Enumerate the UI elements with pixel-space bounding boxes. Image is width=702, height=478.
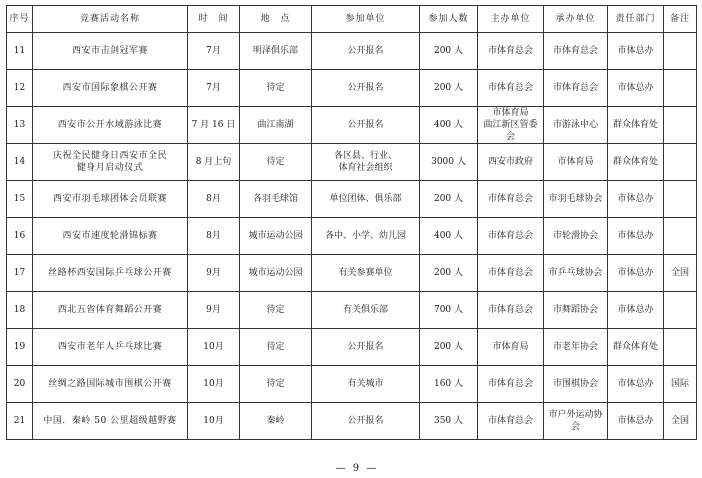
cell-department: 市体总办 bbox=[608, 33, 664, 70]
cell-location: 城市运动公园 bbox=[240, 218, 312, 255]
cell-time: 10月 bbox=[188, 329, 240, 366]
cell-host: 市体育总会 bbox=[478, 218, 544, 255]
table-row bbox=[7, 329, 697, 366]
table-header-row bbox=[7, 6, 697, 33]
cell-time: 8 月上旬 bbox=[188, 144, 240, 181]
cell-department: 市体总办 bbox=[608, 403, 664, 440]
table-body bbox=[7, 33, 697, 440]
cell-location: 城市运动公园 bbox=[240, 255, 312, 292]
cell-time: 9月 bbox=[188, 292, 240, 329]
cell-time: 7月 bbox=[188, 70, 240, 107]
cell-index: 20 bbox=[7, 366, 33, 403]
cell-organizer: 市游泳中心 bbox=[544, 107, 608, 144]
cell-participants: 公开报名 bbox=[312, 403, 420, 440]
cell-location: 曲江南湖 bbox=[240, 107, 312, 144]
cell-department: 群众体育处 bbox=[608, 329, 664, 366]
cell-organizer: 市户外运动协会 bbox=[544, 403, 608, 440]
cell-participants: 公开报名 bbox=[312, 33, 420, 70]
cell-host: 西安市政府 bbox=[478, 144, 544, 181]
cell-host: 市体育总会 bbox=[478, 292, 544, 329]
cell-location: 待定 bbox=[240, 144, 312, 181]
cell-event-name: 西安市击剑冠军赛 bbox=[33, 33, 188, 70]
cell-notes bbox=[664, 329, 697, 366]
cell-department: 群众体育处 bbox=[608, 144, 664, 181]
cell-notes: 全国 bbox=[664, 255, 697, 292]
cell-location: 待定 bbox=[240, 70, 312, 107]
cell-headcount: 3000 人 bbox=[420, 144, 478, 181]
cell-location: 待定 bbox=[240, 292, 312, 329]
cell-host: 市体育局 bbox=[478, 329, 544, 366]
cell-department: 市体总办 bbox=[608, 218, 664, 255]
cell-event-name: 丝路杯西安国际乒乓球公开赛 bbox=[33, 255, 188, 292]
cell-index: 15 bbox=[7, 181, 33, 218]
cell-headcount: 160 人 bbox=[420, 366, 478, 403]
cell-headcount: 400 人 bbox=[420, 107, 478, 144]
cell-index: 18 bbox=[7, 292, 33, 329]
table-row bbox=[7, 33, 697, 70]
cell-host: 市体育总会 bbox=[478, 33, 544, 70]
cell-organizer: 市体育总会 bbox=[544, 70, 608, 107]
cell-organizer: 市老年协会 bbox=[544, 329, 608, 366]
header-host: 主办单位 bbox=[478, 6, 544, 33]
cell-organizer: 市舞蹈协会 bbox=[544, 292, 608, 329]
cell-time: 7月 bbox=[188, 33, 240, 70]
cell-headcount: 200 人 bbox=[420, 255, 478, 292]
header-participants: 参加单位 bbox=[312, 6, 420, 33]
table-row bbox=[7, 181, 697, 218]
cell-event-name: 西安市老年人乒乓球比赛 bbox=[33, 329, 188, 366]
table-row bbox=[7, 255, 697, 292]
page-number: — 9 — bbox=[335, 463, 379, 474]
cell-location: 秦岭 bbox=[240, 403, 312, 440]
cell-event-name: 西安市国际象棋公开赛 bbox=[33, 70, 188, 107]
cell-index: 14 bbox=[7, 144, 33, 181]
header-location: 地 点 bbox=[240, 6, 312, 33]
cell-notes bbox=[664, 33, 697, 70]
cell-host: 市体育总会 bbox=[478, 181, 544, 218]
cell-notes: 国际 bbox=[664, 366, 697, 403]
cell-participants: 各中、小学、幼儿园 bbox=[312, 218, 420, 255]
cell-host: 市体育总会 bbox=[478, 255, 544, 292]
header-index: 序号 bbox=[7, 6, 33, 33]
cell-location: 待定 bbox=[240, 366, 312, 403]
cell-host: 市体育总会 bbox=[478, 70, 544, 107]
cell-organizer: 市体育总会 bbox=[544, 33, 608, 70]
table-row bbox=[7, 403, 697, 440]
cell-participants: 公开报名 bbox=[312, 329, 420, 366]
cell-index: 12 bbox=[7, 70, 33, 107]
cell-participants: 各区县、行业、 体育社会组织 bbox=[312, 144, 420, 181]
cell-index: 17 bbox=[7, 255, 33, 292]
cell-event-name: 西安市速度轮滑锦标赛 bbox=[33, 218, 188, 255]
cell-event-name: 中国．秦岭 50 公里超级越野赛 bbox=[33, 403, 188, 440]
table-row bbox=[7, 144, 697, 181]
cell-index: 11 bbox=[7, 33, 33, 70]
cell-notes bbox=[664, 218, 697, 255]
table-row bbox=[7, 70, 697, 107]
cell-time: 8月 bbox=[188, 181, 240, 218]
cell-headcount: 200 人 bbox=[420, 33, 478, 70]
cell-department: 市体总办 bbox=[608, 70, 664, 107]
cell-index: 21 bbox=[7, 403, 33, 440]
header-department: 责任部门 bbox=[608, 6, 664, 33]
header-headcount: 参加人数 bbox=[420, 6, 478, 33]
cell-headcount: 200 人 bbox=[420, 329, 478, 366]
cell-department: 市体总办 bbox=[608, 292, 664, 329]
cell-event-name: 西安市羽毛球团体会员联赛 bbox=[33, 181, 188, 218]
cell-participants: 有关城市 bbox=[312, 366, 420, 403]
cell-time: 7 月 16 日 bbox=[188, 107, 240, 144]
cell-department: 市体总办 bbox=[608, 255, 664, 292]
competition-schedule-table bbox=[6, 5, 697, 440]
cell-department: 市体总办 bbox=[608, 181, 664, 218]
cell-headcount: 200 人 bbox=[420, 70, 478, 107]
cell-organizer: 市轮滑协会 bbox=[544, 218, 608, 255]
cell-organizer: 市乒乓球协会 bbox=[544, 255, 608, 292]
cell-department: 市体总办 bbox=[608, 366, 664, 403]
table-row bbox=[7, 107, 697, 144]
cell-notes bbox=[664, 181, 697, 218]
cell-notes bbox=[664, 107, 697, 144]
cell-organizer: 市体育局 bbox=[544, 144, 608, 181]
cell-time: 10月 bbox=[188, 403, 240, 440]
cell-headcount: 350 人 bbox=[420, 403, 478, 440]
table-row bbox=[7, 218, 697, 255]
cell-event-name: 丝绸之路国际城市围棋公开赛 bbox=[33, 366, 188, 403]
header-time: 时 间 bbox=[188, 6, 240, 33]
cell-headcount: 200 人 bbox=[420, 181, 478, 218]
header-event-name: 竞赛活动名称 bbox=[33, 6, 188, 33]
document-page bbox=[6, 5, 696, 474]
cell-time: 9月 bbox=[188, 255, 240, 292]
cell-headcount: 700 人 bbox=[420, 292, 478, 329]
table-row bbox=[7, 366, 697, 403]
cell-index: 13 bbox=[7, 107, 33, 144]
cell-participants: 有关俱乐部 bbox=[312, 292, 420, 329]
cell-organizer: 市围棋协会 bbox=[544, 366, 608, 403]
cell-event-name: 西北五省体育舞蹈公开赛 bbox=[33, 292, 188, 329]
cell-location: 各羽毛球馆 bbox=[240, 181, 312, 218]
cell-host: 市体育局 曲江新区管委会 bbox=[478, 107, 544, 144]
cell-location: 待定 bbox=[240, 329, 312, 366]
cell-participants: 公开报名 bbox=[312, 107, 420, 144]
cell-headcount: 400 人 bbox=[420, 218, 478, 255]
cell-participants: 有关参赛单位 bbox=[312, 255, 420, 292]
cell-organizer: 市羽毛球协会 bbox=[544, 181, 608, 218]
cell-time: 10月 bbox=[188, 366, 240, 403]
table-row bbox=[7, 292, 697, 329]
cell-index: 19 bbox=[7, 329, 33, 366]
cell-participants: 单位团体、俱乐部 bbox=[312, 181, 420, 218]
cell-event-name: 西安市公开水域游泳比赛 bbox=[33, 107, 188, 144]
cell-time: 8月 bbox=[188, 218, 240, 255]
cell-notes: 全国 bbox=[664, 403, 697, 440]
cell-participants: 公开报名 bbox=[312, 70, 420, 107]
cell-event-name: 庆祝全民健身日西安市全民 健身月启动仪式 bbox=[33, 144, 188, 181]
cell-notes bbox=[664, 292, 697, 329]
header-notes: 备注 bbox=[664, 6, 697, 33]
cell-department: 群众体育处 bbox=[608, 107, 664, 144]
cell-notes bbox=[664, 144, 697, 181]
cell-host: 市体育总会 bbox=[478, 366, 544, 403]
cell-location: 明泽俱乐部 bbox=[240, 33, 312, 70]
cell-host: 市体育总会 bbox=[478, 403, 544, 440]
cell-index: 16 bbox=[7, 218, 33, 255]
header-organizer: 承办单位 bbox=[544, 6, 608, 33]
cell-notes bbox=[664, 70, 697, 107]
